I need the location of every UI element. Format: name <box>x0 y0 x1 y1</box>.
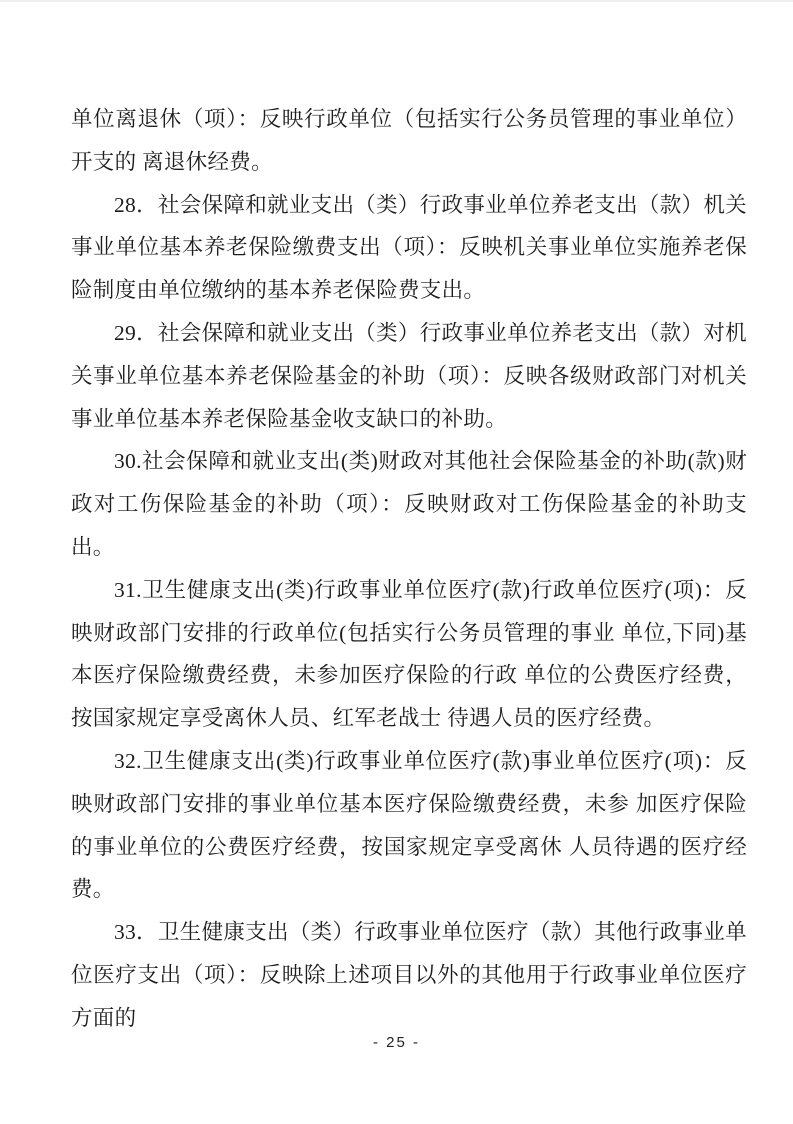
paragraph-continuation: 单位离退休（项）：反映行政单位（包括实行公务员管理的事业单位）开支的 离退休经费。 <box>71 107 747 174</box>
paragraph-item-33: 33．卫生健康支出（类）行政事业单位医疗（款）其他行政事业单位医疗支出（项）：反映除上述项目以外的其他用于行政事业单位医疗方面的 <box>71 920 747 1030</box>
page-number: - 25 - <box>372 1034 420 1051</box>
document-body <box>71 98 747 1040</box>
paragraph-item-28: 28．社会保障和就业支出（类）行政事业单位养老支出（款）机关事业单位基本养老保险缴费支出（项）：反映机关事业单位实施养老保险制度由单位缴纳的基本养老保险费支出。 <box>71 192 747 303</box>
paragraph-item-30: 30.社会保障和就业支出(类)财政对其他社会保险基金的补助(款)财政对工伤保险基金的补助（项）：反映财政对工伤保险基金的补助支出。 <box>71 449 747 559</box>
paragraph-item-29: 29．社会保障和就业支出（类）行政事业单位养老支出（款）对机关事业单位基本养老保险基金的补助（项）：反映各级财政部门对机关事业单位基本养老保险基金收支缺口的补助。 <box>71 320 747 431</box>
paragraph-item-32: 32.卫生健康支出(类)行政事业单位医疗(款)事业单位医疗(项)：反映财政部门安排的事业单位基本医疗保险缴费经费，未参 加医疗保险的事业单位的公费医疗经费，按国家规定享受离休 人员待遇的医疗经费。 <box>71 748 747 902</box>
paragraph-item-31: 31.卫生健康支出(类)行政事业单位医疗(款)行政单位医疗(项)：反映财政部门安排的行政单位(包括实行公务员管理的事业 单位,下同)基本医疗保险缴费经费，未参加医疗保险的行政 单位的公费医疗经费，按国家规定享受离休人员、红军老战士 待遇人员的医疗经费。 <box>71 577 747 731</box>
document-page <box>0 2 793 1124</box>
